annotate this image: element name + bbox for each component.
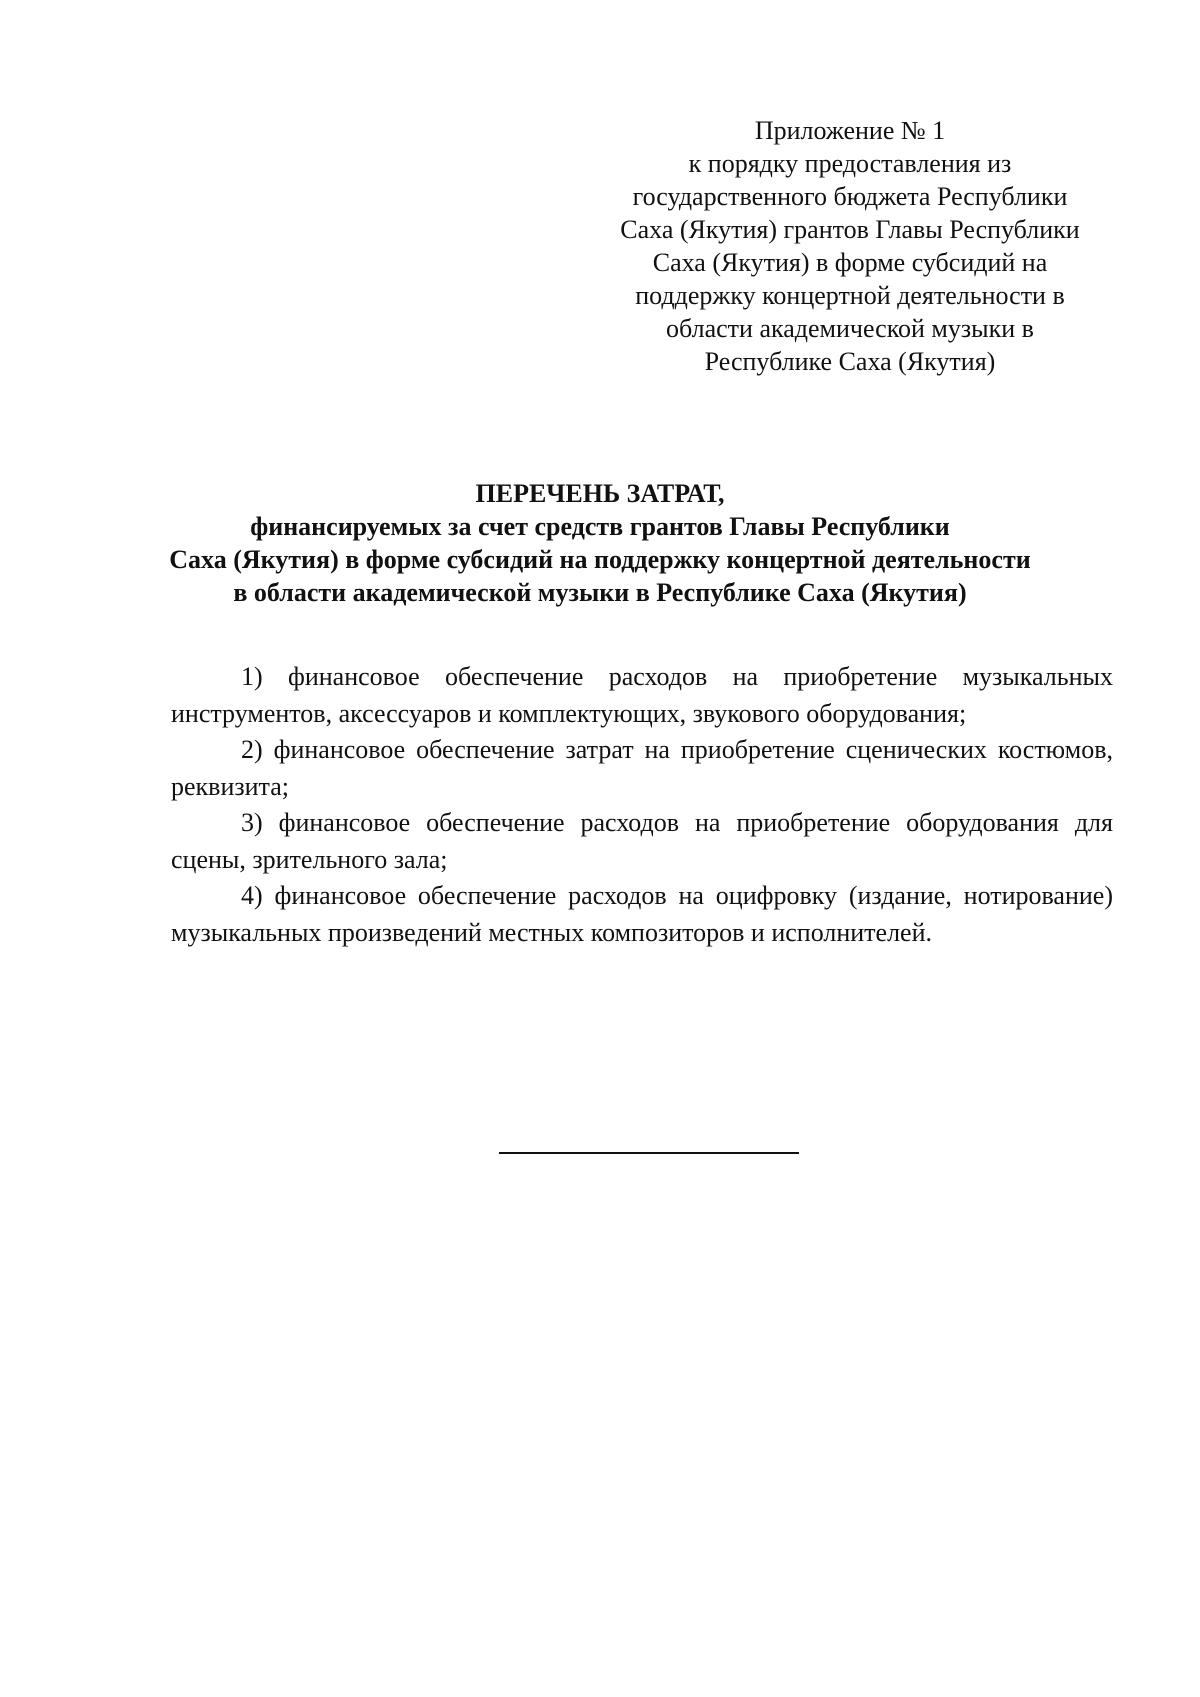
appendix-header-line: государственного бюджета Республики [632, 182, 1068, 211]
appendix-header-line: к порядку предоставления из [688, 149, 1012, 178]
appendix-header [600, 114, 1100, 378]
document-title-line: финансируемых за счет средств грантов Главы Республики [250, 512, 950, 541]
document-title-line: ПЕРЕЧЕНЬ ЗАТРАТ, [475, 479, 725, 508]
appendix-header-line: Саха (Якутия) грантов Главы Республики [620, 215, 1080, 244]
expense-item: 1) финансовое обеспечение расходов на приобретение музыкальных инструментов, аксессуаров и комплектующих, звукового оборудования; [171, 662, 1113, 728]
appendix-header-line: поддержку концертной деятельности в [635, 281, 1065, 310]
document-title [150, 477, 1050, 609]
document-title-line: Саха (Якутия) в форме субсидий на поддержку концертной деятельности [169, 545, 1031, 574]
expense-list [171, 659, 1113, 951]
document-title-line: в области академической музыки в Республике Саха (Якутия) [233, 578, 967, 607]
appendix-header-line: Саха (Якутия) в форме субсидий на [652, 248, 1048, 277]
closing-divider [499, 1152, 799, 1154]
expense-item: 2) финансовое обеспечение затрат на приобретение сценических костюмов, реквизита; [171, 735, 1113, 801]
appendix-header-line: Республике Саха (Якутия) [704, 347, 996, 376]
appendix-header-line: области академической музыки в [666, 314, 1034, 343]
appendix-header-line: Приложение № 1 [754, 116, 946, 145]
expense-item: 3) финансовое обеспечение расходов на приобретение оборудования для сцены, зрительного зала; [171, 808, 1113, 874]
expense-item: 4) финансовое обеспечение расходов на оцифровку (издание, нотирование) музыкальных произведений местных композиторов и исполнителей. [171, 881, 1113, 947]
